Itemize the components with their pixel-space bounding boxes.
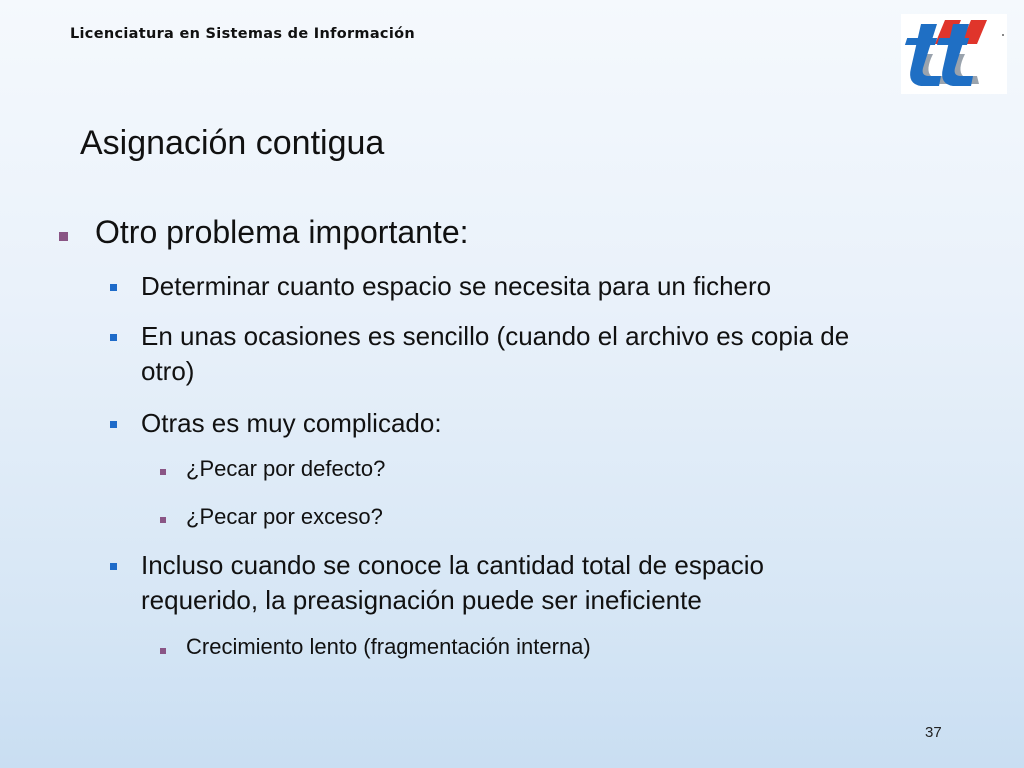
bullet-level1: En unas ocasiones es sencillo (cuando el archivo es copia de xyxy=(141,321,850,351)
logo-mark-dot xyxy=(1002,34,1004,36)
bullet-square-icon xyxy=(110,284,117,291)
bullet-level1: Incluso cuando se conoce la cantidad total de espacio xyxy=(141,550,764,580)
bullet-square-icon xyxy=(110,563,117,570)
page-number: 37 xyxy=(925,724,942,741)
bullet-square-icon xyxy=(160,648,166,654)
bullet-level1-continuation: otro) xyxy=(141,356,195,386)
bullet-square-icon xyxy=(110,421,117,428)
slide-title: Asignación contigua xyxy=(80,124,385,162)
university-logo-icon xyxy=(901,14,1007,94)
institution-header: Licenciatura en Sistemas de Información xyxy=(70,26,415,42)
bullet-level2: Crecimiento lento (fragmentación interna) xyxy=(186,634,591,659)
bullet-level1: Otras es muy complicado: xyxy=(141,408,442,438)
bullet-level1: Determinar cuanto espacio se necesita para un fichero xyxy=(141,271,772,301)
bullet-square-icon xyxy=(59,232,68,241)
bullet-square-icon xyxy=(160,469,166,475)
bullet-level2: ¿Pecar por defecto? xyxy=(186,456,386,481)
bullet-level0: Otro problema importante: xyxy=(95,214,469,250)
bullet-square-icon xyxy=(160,517,166,523)
bullet-level1-continuation: requerido, la preasignación puede ser ineficiente xyxy=(141,585,702,615)
bullet-square-icon xyxy=(110,334,117,341)
bullet-level2: ¿Pecar por exceso? xyxy=(186,504,383,529)
